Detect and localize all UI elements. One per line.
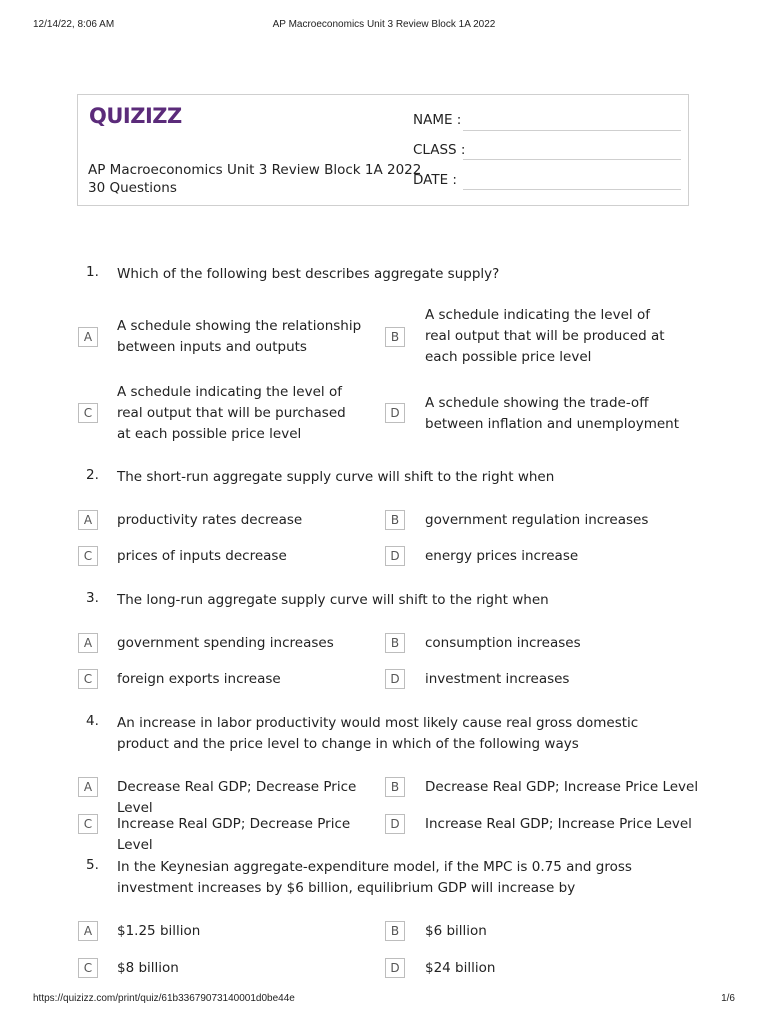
option-d-text: energy prices increase (425, 548, 579, 564)
option-b-box[interactable]: B (385, 633, 405, 653)
question-text: An increase in labor productivity would most likely cause real gross domestic product and the price level to change in which of the following ways (117, 715, 639, 752)
option-d-text: investment increases (425, 671, 570, 687)
option-b-text: A schedule indicating the level of real output that will be produced at each possible price level (425, 307, 665, 365)
option-a-text: productivity rates decrease (117, 512, 303, 528)
option-a-text: Decrease Real GDP; Decrease Price Level (117, 779, 357, 816)
question-count: 30 Questions (88, 180, 177, 196)
option-a-text: government spending increases (117, 635, 334, 651)
question-number: 2. (86, 467, 99, 483)
class-field[interactable] (463, 159, 681, 160)
page-number: 1/6 (721, 993, 735, 1004)
option-c-box[interactable]: C (78, 403, 98, 423)
question-number: 3. (86, 590, 99, 606)
question-text: The short-run aggregate supply curve will shift to the right when (117, 469, 555, 485)
option-a-text: $1.25 billion (117, 923, 201, 939)
option-b-text: Decrease Real GDP; Increase Price Level (425, 779, 699, 795)
class-label: CLASS : (413, 142, 466, 158)
option-d-box[interactable]: D (385, 669, 405, 689)
date-label: DATE : (413, 172, 457, 188)
question-number: 4. (86, 713, 99, 729)
option-d-text: A schedule showing the trade-off between inflation and unemployment (425, 395, 680, 432)
question-text: Which of the following best describes aggregate supply? (117, 266, 500, 282)
print-datetime: 12/14/22, 8:06 AM (33, 19, 115, 30)
option-d-text: $24 billion (425, 960, 496, 976)
option-c-box[interactable]: C (78, 958, 98, 978)
option-d-box[interactable]: D (385, 814, 405, 834)
print-header (33, 19, 735, 30)
question-text: In the Keynesian aggregate-expenditure model, if the MPC is 0.75 and gross investment increases by $6 billion, equilibrium GDP will increase by (117, 859, 632, 896)
option-c-box[interactable]: C (78, 814, 98, 834)
option-b-text: $6 billion (425, 923, 487, 939)
question-number: 5. (86, 857, 99, 873)
option-b-text: government regulation increases (425, 512, 649, 528)
date-field[interactable] (463, 189, 681, 190)
option-b-text: consumption increases (425, 635, 581, 651)
option-d-box[interactable]: D (385, 958, 405, 978)
name-label: NAME : (413, 112, 462, 128)
quiz-title: AP Macroeconomics Unit 3 Review Block 1A 2022 (88, 162, 422, 178)
option-c-text: prices of inputs decrease (117, 548, 287, 564)
option-c-text: $8 billion (117, 960, 179, 976)
print-title: AP Macroeconomics Unit 3 Review Block 1A 2022 (272, 19, 496, 30)
option-b-box[interactable]: B (385, 327, 405, 347)
option-d-box[interactable]: D (385, 403, 405, 423)
option-b-box[interactable]: B (385, 510, 405, 530)
name-field[interactable] (463, 130, 681, 131)
option-c-text: foreign exports increase (117, 671, 281, 687)
quizizz-logo: QUIZIZZ (89, 104, 182, 128)
option-c-text: Increase Real GDP; Decrease Price Level (117, 816, 351, 853)
print-url[interactable]: https://quizizz.com/print/quiz/61b33679073140001d0be44e (33, 993, 295, 1004)
question-number: 1. (86, 264, 99, 280)
option-b-box[interactable]: B (385, 921, 405, 941)
option-b-box[interactable]: B (385, 777, 405, 797)
option-a-box[interactable]: A (78, 921, 98, 941)
option-a-text: A schedule showing the relationship between inputs and outputs (117, 318, 362, 355)
print-footer (33, 993, 735, 1004)
option-a-box[interactable]: A (78, 633, 98, 653)
option-d-text: Increase Real GDP; Increase Price Level (425, 816, 692, 832)
option-c-box[interactable]: C (78, 546, 98, 566)
option-a-box[interactable]: A (78, 327, 98, 347)
option-c-text: A schedule indicating the level of real output that will be purchased at each possible price level (117, 384, 346, 442)
option-d-box[interactable]: D (385, 546, 405, 566)
option-c-box[interactable]: C (78, 669, 98, 689)
option-a-box[interactable]: A (78, 777, 98, 797)
option-a-box[interactable]: A (78, 510, 98, 530)
question-text: The long-run aggregate supply curve will shift to the right when (117, 592, 549, 608)
quiz-header (77, 94, 689, 206)
